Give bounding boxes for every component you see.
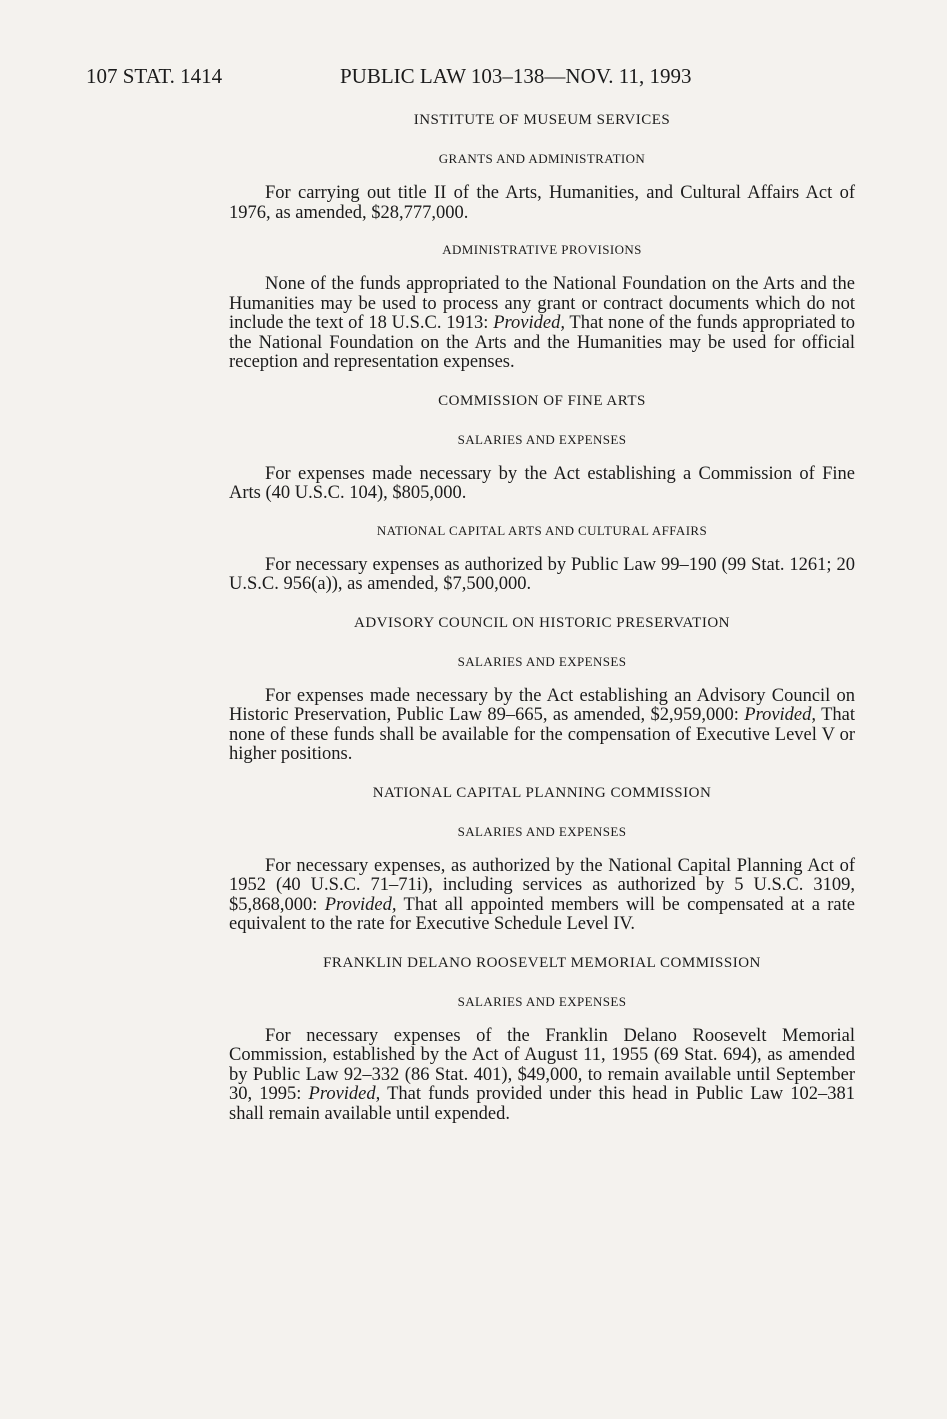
- section-subheading: NATIONAL CAPITAL ARTS AND CULTURAL AFFAIRS: [376, 522, 708, 538]
- agency-heading: INSTITUTE OF MUSEUM SERVICES: [413, 112, 671, 128]
- section-subheading: SALARIES AND EXPENSES: [457, 431, 627, 447]
- section-subheading: GRANTS AND ADMINISTRATION: [438, 151, 646, 166]
- proviso-label: Provided,: [744, 705, 817, 725]
- proviso-label: Provided,: [324, 894, 397, 915]
- paragraph-text: None of the funds appropriated to the National Foundation on the Arts and the Humanities may be used to process any grant or contract documents which do not include the text of 18 U.S.C. 1913:: [229, 274, 855, 333]
- paragraph-text: That none of these funds shall be available for the compensation of Executive Level V or higher positions.: [229, 705, 855, 764]
- appropriation-paragraph: [229, 465, 855, 504]
- paragraph-text: For necessary expenses, as authorized by the National Capital Planning Act of 1952 (40 U.S.C. 71–71i), including services as authorized by 5 U.S.C. 3109, $5,868,000:: [229, 855, 855, 915]
- appropriation-paragraph: [229, 275, 855, 373]
- section-subheading: SALARIES AND EXPENSES: [457, 823, 627, 839]
- document-body: [229, 106, 855, 1142]
- appropriation-paragraph: [229, 857, 855, 935]
- paragraph-text: For expenses made necessary by the Act establishing a Commission of Fine Arts (40 U.S.C. 104), $805,000.: [229, 463, 855, 503]
- paragraph-text: That funds provided under this head in Public Law 102–381 shall remain available until expended.: [229, 1084, 855, 1124]
- paragraph-text: For necessary expenses as authorized by Public Law 99–190 (99 Stat. 1261; 20 U.S.C. 956(a)), as amended, $7,500,000.: [229, 554, 855, 594]
- agency-heading: NATIONAL CAPITAL PLANNING COMMISSION: [372, 784, 712, 801]
- proviso-label: Provided,: [493, 313, 565, 333]
- public-law-title: PUBLIC LAW 103–138—NOV. 11, 1993: [340, 64, 692, 88]
- section-subheading: SALARIES AND EXPENSES: [457, 993, 627, 1009]
- appropriation-paragraph: [229, 687, 855, 765]
- appropriation-paragraph: [229, 1027, 855, 1125]
- appropriation-paragraph: [229, 184, 855, 223]
- paragraph-text: That none of the funds appropriated to the National Foundation on the Arts and the Humanities may be used for official reception and representation expenses.: [229, 313, 855, 372]
- agency-heading: ADVISORY COUNCIL ON HISTORIC PRESERVATION: [353, 614, 730, 631]
- section-subheading: SALARIES AND EXPENSES: [457, 653, 627, 669]
- appropriation-paragraph: [229, 556, 855, 595]
- paragraph-text: For carrying out title II of the Arts, Humanities, and Cultural Affairs Act of 1976, as amended, $28,777,000.: [229, 183, 855, 223]
- paragraph-text: That all appointed members will be compensated at a rate equivalent to the rate for Executive Schedule Level IV.: [229, 894, 855, 934]
- proviso-label: Provided,: [308, 1084, 381, 1104]
- agency-heading: COMMISSION OF FINE ARTS: [438, 392, 646, 409]
- stat-citation: 107 STAT. 1414: [86, 64, 223, 88]
- section-subheading: ADMINISTRATIVE PROVISIONS: [442, 242, 642, 257]
- paragraph-text: For necessary expenses of the Franklin Delano Roosevelt Memorial Commission, established by the Act of August 11, 1955 (69 Stat. 694), as amended by Public Law 92–332 (86 Stat. 401), $49,000, to remain available until September 30, 1995:: [229, 1025, 855, 1104]
- agency-heading: FRANKLIN DELANO ROOSEVELT MEMORIAL COMMISSION: [323, 954, 761, 971]
- paragraph-text: For expenses made necessary by the Act establishing an Advisory Council on Historic Preservation, Public Law 89–665, as amended, $2,959,000:: [229, 685, 855, 725]
